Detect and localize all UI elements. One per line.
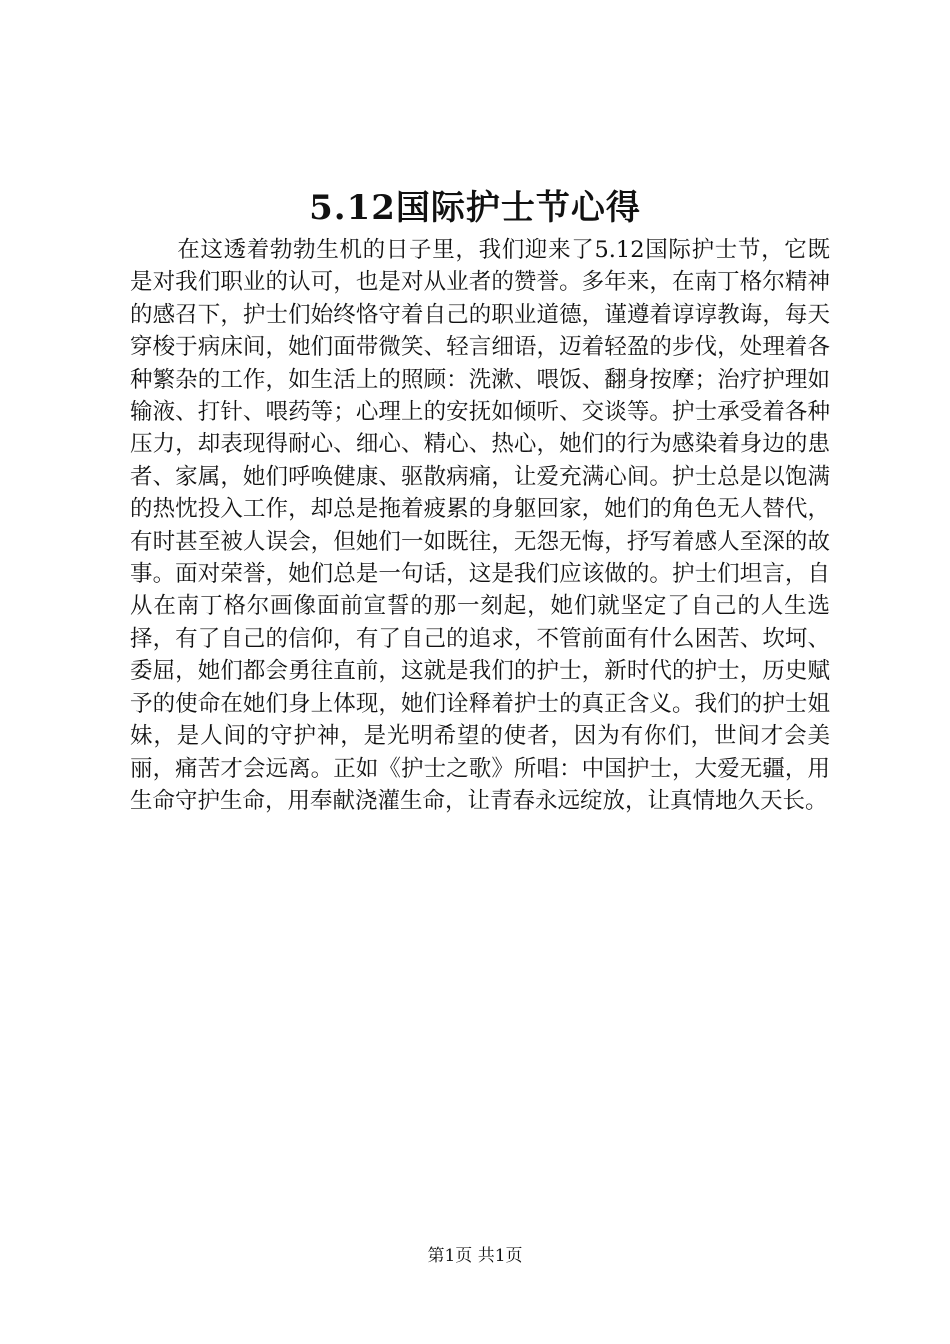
document-title: 5.12国际护士节心得 bbox=[309, 188, 641, 228]
body-paragraph: 在这透着勃勃生机的日子里，我们迎来了5.12国际护士节，它既是对我们职业的认可，也是对从业者的赞誉。多年来，在南丁格尔精神的感召下，护士们始终恪守着自己的职业道德，谨遵着谆谆教诲，每天穿梭于病床间，她们面带微笑、轻言细语，迈着轻盈的步伐，处理着各种繁杂的工作，如生活上的照顾：洗漱、喂饭、翻身按摩；治疗护理如输液、打针、喂药等；心理上的安抚如倾听、交谈等。护士承受着各种压力，却表现得耐心、细心、精心、热心，她们的行为感染着身边的患者、家属，她们呼唤健康、驱散病痛，让爱充满心间。护士总是以饱满的热忱投入工作，却总是拖着疲累的身躯回家，她们的角色无人替代，有时甚至被人误会，但她们一如既往，无怨无悔，抒写着感人至深的故事。面对荣誉，她们总是一句话，这是我们应该做的。护士们坦言，自从在南丁格尔画像面前宣誓的那一刻起，她们就坚定了自己的人生选择，有了自己的信仰，有了自己的追求，不管前面有什么困苦、坎坷、委屈，她们都会勇往直前，这就是我们的护士，新时代的护士，历史赋予的使命在她们身上体现，她们诠释着护士的真正含义。我们的护士姐妹，是人间的守护神，是光明希望的使者，因为有你们，世间才会美丽，痛苦才会远离。正如《护士之歌》所唱：中国护士，大爱无疆，用生命守护生命，用奉献浇灌生命，让青春永远绽放，让真情地久天长。 bbox=[130, 237, 830, 814]
page-number-footer: 第1页 共1页 bbox=[427, 1246, 523, 1266]
